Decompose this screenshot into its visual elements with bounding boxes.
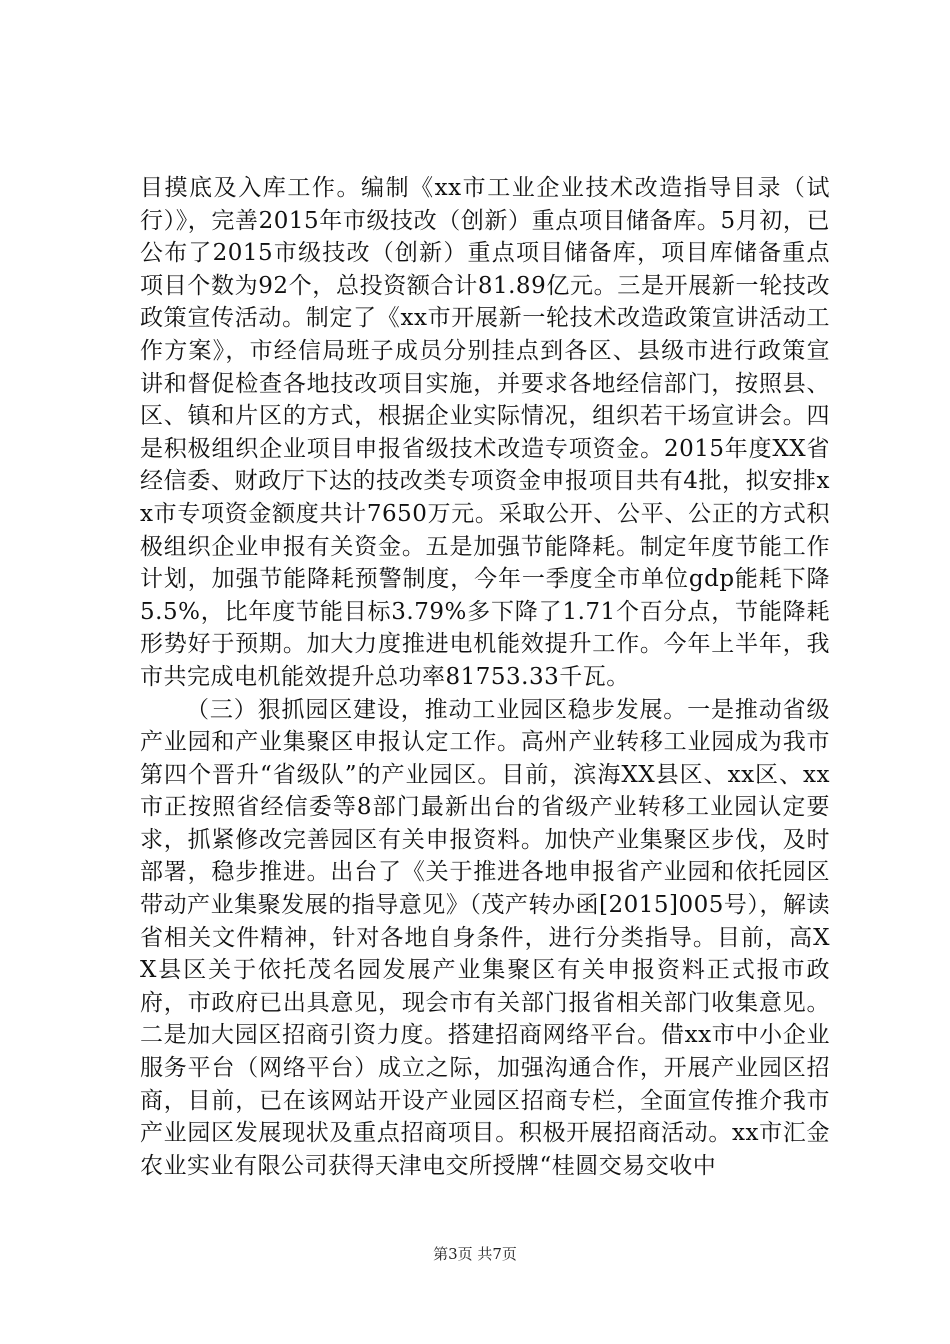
document-body	[140, 172, 830, 1182]
paragraph-2: （三）狠抓园区建设，推动工业园区稳步发展。一是推动省级产业园和产业集聚区申报认定工作。高州产业转移工业园成为我市第四个晋升“省级队”的产业园区。目前，滨海XX县区、xx区、xx市正按照省经信委等8部门最新出台的省级产业转移工业园认定要求，抓紧修改完善园区有关申报资料。加快产业集聚区步伐，及时部署，稳步推进。出台了《关于推进各地申报省产业园和依托园区带动产业集聚发展的指导意见》（茂产转办函[2015]005号），解读省相关文件精神，针对各地自身条件，进行分类指导。目前，高XX县区关于依托茂名园发展产业集聚区有关申报资料正式报市政府，市政府已出具意见，现会市有关部门报省相关部门收集意见。二是加大园区招商引资力度。搭建招商网络平台。借xx市中小企业服务平台（网络平台）成立之际，加强沟通合作，开展产业园区招商，目前，已在该网站开设产业园区招商专栏，全面宣传推介我市产业园区发展现状及重点招商项目。积极开展招商活动。xx市汇金农业实业有限公司获得天津电交所授牌“桂圆交易交收中	[140, 696, 830, 1179]
page-number-footer: 第3页 共7页	[433, 1245, 517, 1263]
paragraph-1: 目摸底及入库工作。编制《xx市工业企业技术改造指导目录（试行）》，完善2015年市级技改（创新）重点项目储备库。5月初，已公布了2015市级技改（创新）重点项目储备库，项目库储备重点项目个数为92个，总投资额合计81.89亿元。三是开展新一轮技改政策宣传活动。制定了《xx市开展新一轮技术改造政策宣讲活动工作方案》，市经信局班子成员分别挂点到各区、县级市进行政策宣讲和督促检查各地技改项目实施，并要求各地经信部门，按照县、区、镇和片区的方式，根据企业实际情况，组织若干场宣讲会。四是积极组织企业项目申报省级技术改造专项资金。2015年度XX省经信委、财政厅下达的技改类专项资金申报项目共有4批，拟安排xx市专项资金额度共计7650万元。采取公开、公平、公正的方式积极组织企业申报有关资金。五是加强节能降耗。制定年度节能工作计划，加强节能降耗预警制度，今年一季度全市单位gdp能耗下降5.5%，比年度节能目标3.79%多下降了1.71个百分点，节能降耗形势好于预期。加大力度推进电机能效提升工作。今年上半年，我市共完成电机能效提升总功率81753.33千瓦。	[140, 175, 830, 690]
